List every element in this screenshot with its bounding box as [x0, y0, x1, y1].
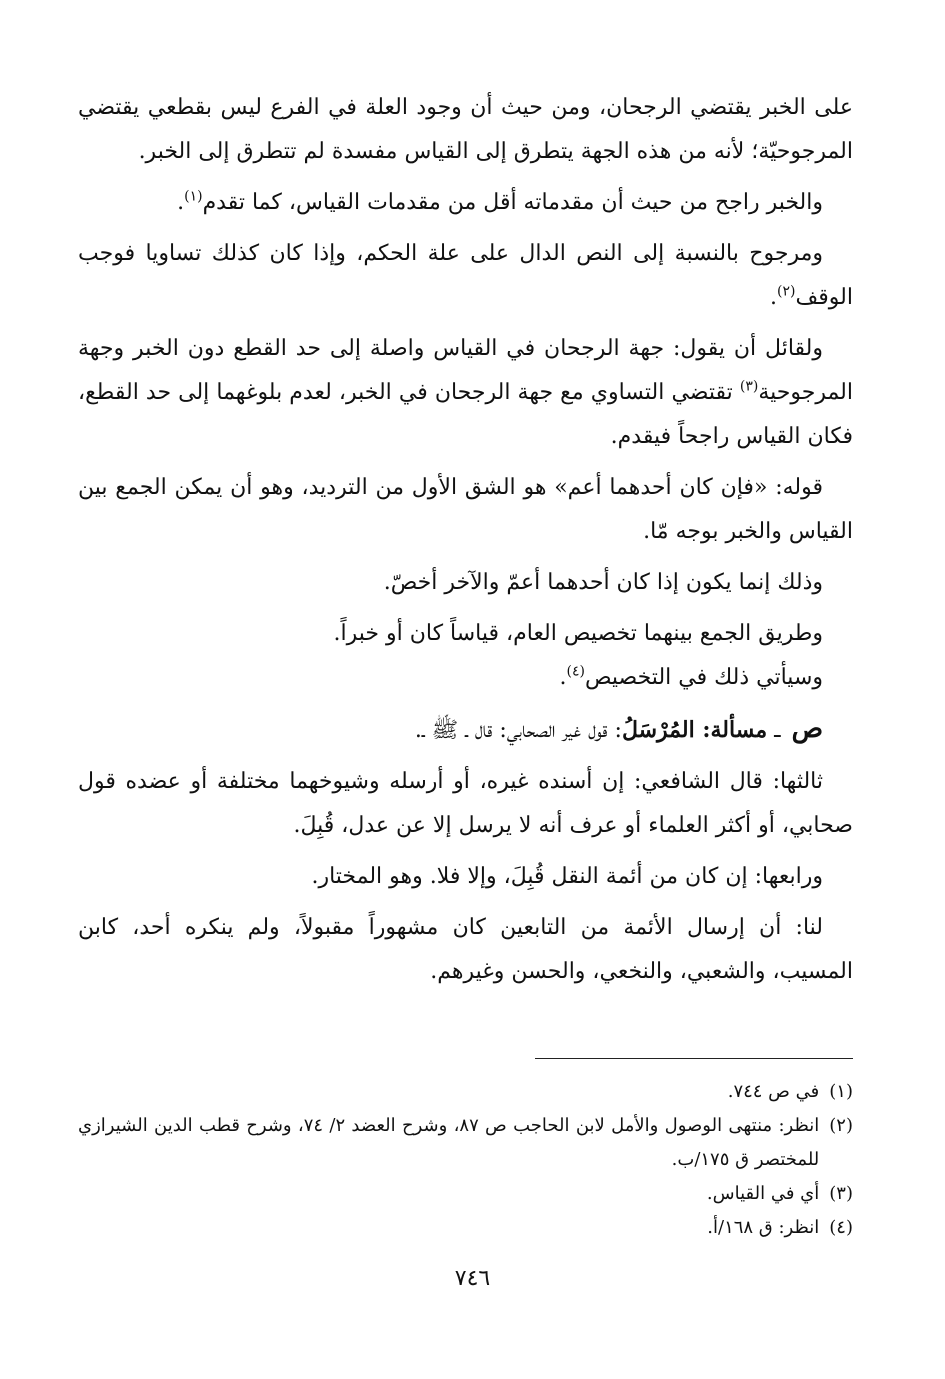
paragraph-5: قوله: «فإن كان أحدهما أعم» هو الشق الأول من الترديد، وهو أن يمكن الجمع بين القياس والخبر بوجه مّا.: [78, 475, 853, 544]
footnote-ref-4: (٤): [566, 663, 585, 680]
footnotes: [78, 1075, 853, 1245]
footnote-number: (٢): [829, 1115, 853, 1136]
paragraph-2-end: .: [177, 190, 185, 215]
paragraph-4-text-b: تقتضي التساوي مع جهة الرجحان في الخبر، لعدم بلوغهما إلى حد القطع، فكان القياس راجحاً فيقدم.: [78, 380, 853, 449]
paragraph-6: وذلك إنما يكون إذا كان أحدهما أعمّ والآخر أخصّ.: [383, 570, 823, 595]
footnote-ref-2: (٢): [777, 283, 796, 300]
issue-dash: ـ: [767, 718, 788, 743]
footnote-number: (١): [829, 1081, 853, 1102]
paragraph-3: [78, 232, 853, 320]
sad-marker: ص: [791, 714, 823, 744]
paragraph-3-text: ومرجوح بالنسبة إلى النص الدال على علة الحكم، وإذا كان كذلك تساويا فوجب الوقف: [78, 241, 853, 310]
footnote-number: (٣): [829, 1183, 853, 1204]
footnote-divider: [535, 1058, 853, 1059]
footnote-number: (٤): [829, 1217, 853, 1238]
issue-rest: : قول غير الصحابي: قال ـ ﷺ ـ.: [414, 718, 622, 743]
paragraph-11: لنا: أن إرسال الأئمة من التابعين كان مشهوراً مقبولاً، ولم ينكره أحد، كابن المسيب، والشعبي، والنخعي، والحسن وغيرهم.: [78, 915, 853, 984]
main-text: [78, 86, 853, 1001]
paragraph-8-end: .: [559, 665, 567, 690]
footnote-text: أي في القياس.: [706, 1183, 820, 1204]
paragraph-8: [78, 656, 853, 700]
page-number: ٧٤٦: [454, 1266, 491, 1291]
footnote-ref-1: (١): [184, 188, 203, 205]
paragraph-4-text-a: ولقائل أن يقول: جهة الرجحان في القياس واصلة إلى حد القطع دون الخبر وجهة المرجوحية: [78, 336, 853, 405]
footnote-1: [78, 1075, 853, 1109]
paragraph-1: على الخبر يقتضي الرجحان، ومن حيث أن وجود العلة في الفرع ليس بقطعي يقتضي المرجوحيّة؛ لأنه من هذه الجهة يتطرق إلى القياس مفسدة لم تتطرق إلى الخبر.: [78, 95, 853, 164]
issue-heading: [78, 707, 853, 753]
paragraph-10: ورابعها: إن كان من أئمة النقل قُبِلَ، وإلا فلا. وهو المختار.: [311, 864, 823, 889]
paragraph-9: ثالثها: قال الشافعي: إن أسنده غيره، أو أرسله وشيوخهما مختلفة أو عضده قول صحابي، أو أكثر العلماء أو عرف أنه لا يرسل إلا عن عدل، قُبِلَ.: [78, 769, 853, 838]
footnote-4: [78, 1211, 853, 1245]
paragraph-4: [78, 327, 853, 459]
footnote-ref-3: (٣): [739, 378, 759, 395]
paragraph-2: [78, 181, 853, 225]
paragraph-8-text: وسيأتي ذلك في التخصيص: [584, 665, 823, 690]
paragraph-3-end: .: [770, 285, 778, 310]
footnote-2: [78, 1109, 853, 1177]
footnote-text: انظر: ق ١٦٨/أ.: [707, 1217, 820, 1238]
issue-title: مسألة: المُرْسَلُ: [621, 717, 768, 743]
paragraph-2-text: والخبر راجح من حيث أن مقدماته أقل من مقدمات القياس، كما تقدم: [202, 190, 823, 215]
footnote-text: في ص ٧٤٤.: [727, 1081, 820, 1102]
footnote-3: [78, 1177, 853, 1211]
footnote-text: انظر: منتهى الوصول والأمل لابن الحاجب ص ٨٧، وشرح العضد ٢/ ٧٤، وشرح قطب الدين الشيرازي للمختصر ق ١٧٥/ب.: [78, 1115, 820, 1170]
paragraph-7: وطريق الجمع بينهما تخصيص العام، قياساً كان أو خبراً.: [333, 621, 823, 646]
